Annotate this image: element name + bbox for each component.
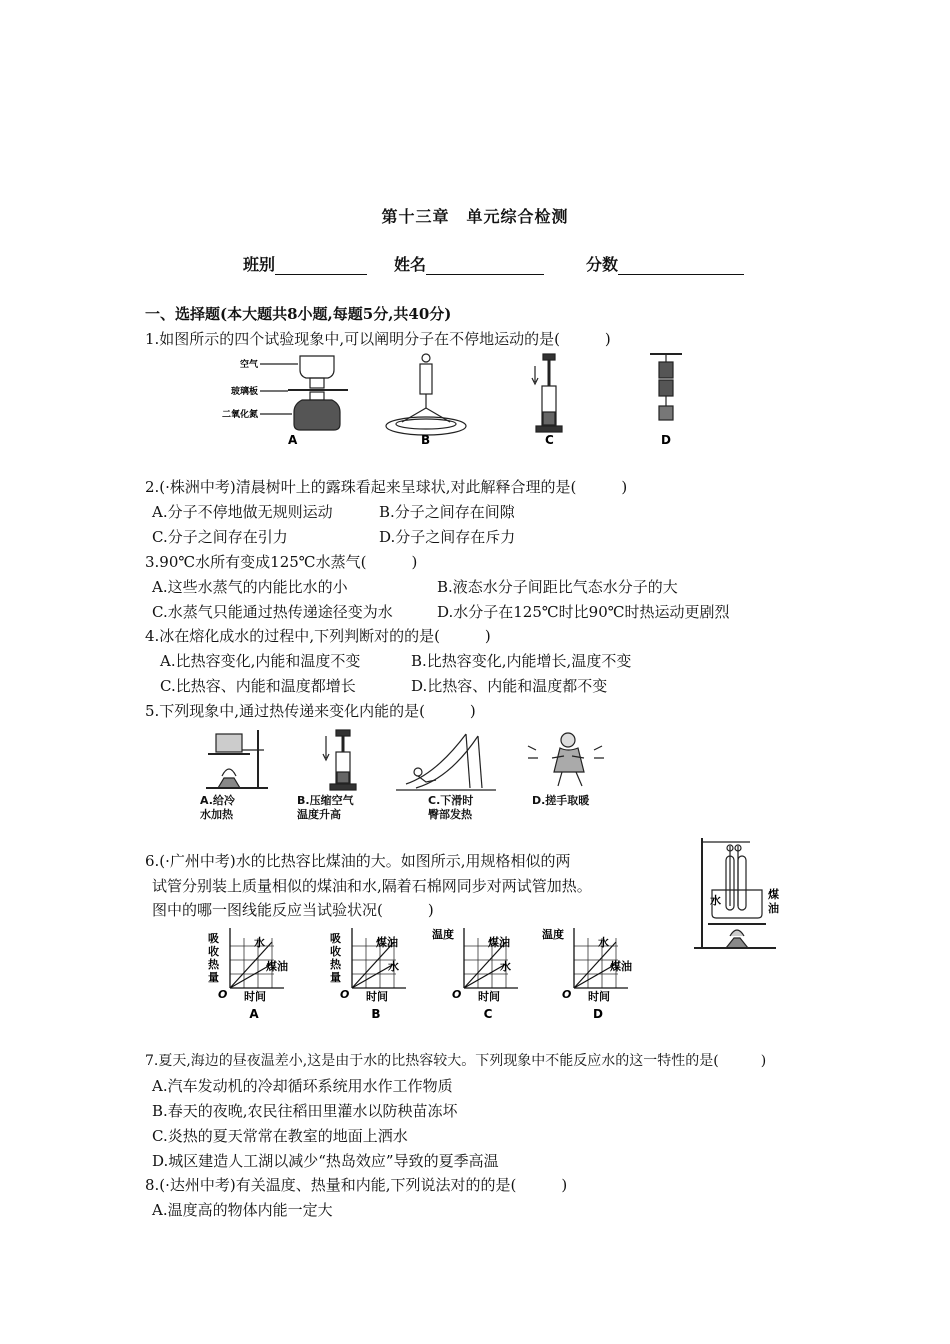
- q1-label-no2: 二氧化氮: [221, 410, 258, 420]
- q8-option-a[interactable]: A.温度高的物体内能一定大: [152, 1201, 333, 1219]
- q6-graph-b-ylabel: 吸: [330, 932, 341, 945]
- class-label: 班别: [243, 255, 276, 274]
- q6-graph-a-letter: A: [249, 1007, 259, 1021]
- question-5-stem: 5.下列现象中,通过热传递来变化内能的是( ): [145, 702, 476, 720]
- q6-graph-a-lower-label: 煤油: [266, 960, 288, 973]
- q1-label-glass: 玻璃板: [230, 387, 258, 397]
- q4-option-b[interactable]: B.比热容变化,内能增长,温度不变: [411, 652, 632, 670]
- q4-option-a[interactable]: A.比热容变化,内能和温度不变: [160, 652, 361, 670]
- q1-letter-d: D: [661, 433, 671, 447]
- q6-graph-b-ylabel: 量: [330, 971, 341, 984]
- q6-graph-d-upper-label: 水: [598, 936, 609, 949]
- question-2-stem: 2.(·株洲中考)清晨树叶上的露珠看起来呈球状,对此解释合理的是( ): [145, 478, 628, 496]
- q1-letter-c: C: [545, 433, 554, 447]
- q6-graph-c-xlabel: 时间: [478, 990, 500, 1003]
- q2-option-c[interactable]: C.分子之间存在引力: [152, 528, 288, 546]
- q6-graph-d-ylabel: 温度: [542, 928, 564, 941]
- q6-graph-c-lower-label: 水: [500, 960, 511, 973]
- q6-apparatus-water: 水: [710, 894, 721, 907]
- q1-letter-b: B: [421, 433, 431, 447]
- q1-figure-d: [650, 354, 682, 420]
- question-7-stem: 7.夏天,海边的昼夜温差小,这是由于水的比热容较大。下列现象中不能反应水的这一特性的是( ): [145, 1053, 767, 1069]
- q1-figure-b: [386, 354, 466, 435]
- q7-option-b[interactable]: B.春天的夜晚,农民往稻田里灌水以防秧苗冻坏: [152, 1102, 458, 1120]
- q3-option-b[interactable]: B.液态水分子间距比气态水分子的大: [437, 578, 678, 596]
- q6-graph-b-letter: B: [371, 1007, 381, 1021]
- q6-graph-b-origin: O: [340, 988, 350, 1001]
- question-4-stem: 4.冰在熔化成水的过程中,下列判断对的的是( ): [145, 627, 491, 645]
- question-6-line-2: 试管分别装上质量相似的煤油和水,隔着石棉网同步对两试管加热。: [152, 877, 592, 895]
- q6-graph-c-upper-label: 煤油: [488, 936, 510, 949]
- q5-figure-a: [206, 730, 268, 788]
- q6-graph-d-xlabel: 时间: [588, 990, 610, 1003]
- score-field: [586, 252, 744, 275]
- section-heading: 一、选择题(本大题共8小题,每题5分,共40分): [145, 305, 452, 323]
- question-8-stem: 8.(·达州中考)有关温度、热量和内能,下列说法对的的是( ): [145, 1176, 568, 1194]
- q5-caption-b: B.压缩空气 温度升高: [297, 794, 354, 821]
- q6-graph-b-upper-label: 煤油: [376, 936, 398, 949]
- q6-apparatus-kerosene-2: 油: [768, 902, 779, 915]
- q1-figure-c: [532, 354, 562, 432]
- q6-graph-b-ylabel: 收: [330, 945, 341, 958]
- q5-figure-d: [528, 733, 604, 786]
- name-blank[interactable]: [426, 256, 544, 275]
- q5-caption-a: A.给冷 水加热: [200, 794, 235, 821]
- q1-figure-a: [260, 356, 348, 430]
- q6-graph-d-letter: D: [593, 1007, 603, 1021]
- q5-caption-d: D.搓手取暖: [532, 794, 590, 807]
- score-blank[interactable]: [618, 256, 744, 275]
- question-6-line-1: 6.(·广州中考)水的比热容比煤油的大。如图所示,用规格相似的两: [145, 852, 571, 870]
- q3-option-c[interactable]: C.水蒸气只能通过热传递途径变为水: [152, 603, 393, 621]
- q6-graph-b-xlabel: 时间: [366, 990, 388, 1003]
- q4-option-c[interactable]: C.比热容、内能和温度都增长: [160, 677, 356, 695]
- class-field: [243, 252, 367, 275]
- q6-graph-a-ylabel: 吸: [208, 932, 219, 945]
- q4-option-d[interactable]: D.比热容、内能和温度都不变: [411, 677, 608, 695]
- q6-graphs: [200, 922, 650, 1026]
- q6-graph-a-xlabel: 时间: [244, 990, 266, 1003]
- q6-graph-c-ylabel: 温度: [432, 928, 454, 941]
- q6-graph-d-origin: O: [562, 988, 572, 1001]
- q7-option-c[interactable]: C.炎热的夏天常常在教室的地面上洒水: [152, 1127, 408, 1145]
- q3-option-a[interactable]: A.这些水蒸气的内能比水的小: [152, 578, 348, 596]
- q1-label-air: 空气: [239, 360, 258, 370]
- score-label: 分数: [586, 255, 619, 274]
- question-1-stem: 1.如图所示的四个试验现象中,可以阐明分子在不停地运动的是( ): [145, 330, 611, 348]
- q6-apparatus: [690, 836, 790, 954]
- page-title: 第十三章 单元综合检测: [381, 207, 569, 226]
- question-3-stem: 3.90℃水所有变成125℃水蒸气( ): [145, 553, 418, 571]
- name-label: 姓名: [394, 255, 427, 274]
- q6-graph-c-origin: O: [452, 988, 462, 1001]
- q2-option-b[interactable]: B.分子之间存在间隙: [379, 503, 515, 521]
- question-6-line-3: 图中的哪一图线能反应当试验状况( ): [152, 901, 434, 919]
- q1-letter-a: A: [288, 433, 298, 447]
- q5-figure: [196, 728, 626, 794]
- q6-graph-d-lower-label: 煤油: [610, 960, 632, 973]
- q6-graph-a-origin: O: [218, 988, 228, 1001]
- name-field: [394, 252, 544, 275]
- q5-caption-c: C.下滑时 臀部发热: [428, 794, 474, 821]
- q1-figure: [221, 352, 710, 448]
- q6-graph-c-letter: C: [483, 1007, 493, 1021]
- class-blank[interactable]: [275, 256, 367, 275]
- q6-graph-a-ylabel: 量: [208, 971, 219, 984]
- q3-option-d[interactable]: D.水分子在125℃时比90℃时热运动更剧烈: [437, 603, 730, 621]
- q5-figure-b: [323, 730, 356, 790]
- q5-figure-c: [396, 734, 496, 790]
- q6-graph-b-lower-label: 水: [388, 960, 399, 973]
- q7-option-a[interactable]: A.汽车发动机的冷却循环系统用水作工作物质: [152, 1077, 453, 1095]
- q2-option-a[interactable]: A.分子不停地做无规则运动: [152, 503, 333, 521]
- q6-graph-b-ylabel: 热: [330, 958, 341, 971]
- q2-option-d[interactable]: D.分子之间存在斥力: [379, 528, 516, 546]
- q7-option-d[interactable]: D.城区建造人工湖以减少“热岛效应”导致的夏季高温: [152, 1152, 499, 1170]
- q6-graph-a-ylabel: 热: [208, 958, 219, 971]
- q6-apparatus-kerosene-1: 煤: [768, 888, 779, 901]
- q6-graph-a-ylabel: 收: [208, 945, 219, 958]
- q6-graph-a-upper-label: 水: [254, 936, 265, 949]
